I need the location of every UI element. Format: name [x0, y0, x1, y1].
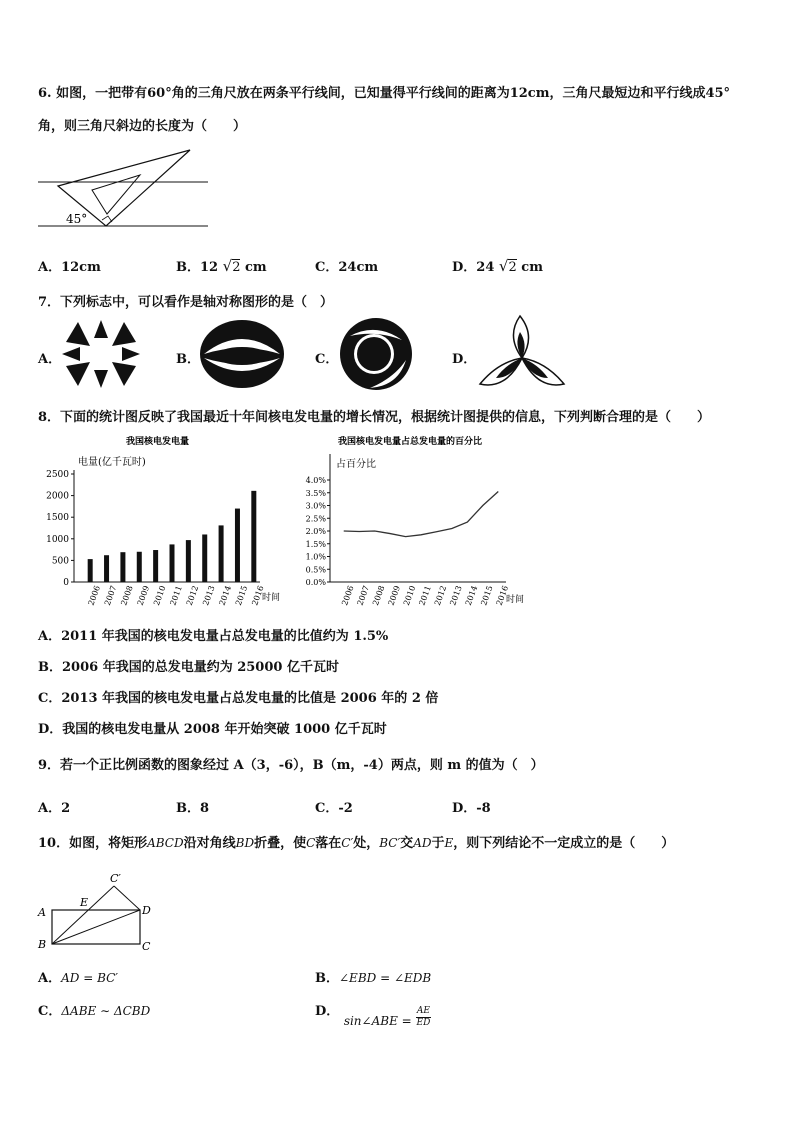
bar-chart-y-tick-label: 1000: [46, 534, 69, 545]
q10-label-d: D: [142, 904, 151, 917]
fraction-numerator: AE: [416, 1006, 430, 1016]
bar-chart-y-tick-label: 2000: [46, 491, 69, 502]
option-math: ΔABE ∼ ΔCBD: [61, 1004, 151, 1018]
q10-option-d[interactable]: [315, 1000, 431, 1028]
q7-logo-a-icon[interactable]: [60, 316, 142, 392]
q6-stem-line1: 6. 如图，一把带有60°角的三角尺放在两条平行线间，已知量得平行线间的距离为12cm，三角尺最短边和平行线成45°: [38, 86, 731, 101]
line-chart-y-tick-label: 0.0%: [305, 578, 326, 587]
q9-option-c[interactable]: C．-2: [315, 801, 353, 816]
sqrt-sign-icon: √: [222, 257, 233, 275]
bar-chart-x-tick-label: 2011: [168, 584, 184, 607]
option-number: 12: [200, 260, 219, 275]
q7-option-a-label: A．: [38, 352, 62, 367]
option-letter: B．: [315, 971, 339, 986]
q9-option-b[interactable]: B．8: [176, 801, 210, 816]
bar-chart-x-tick-label: 2015: [233, 584, 250, 607]
option-letter: C．: [38, 1004, 62, 1019]
q7-logo-b-icon[interactable]: [198, 318, 286, 390]
bar-chart-bar: [137, 552, 142, 582]
q10-math-c: C: [306, 836, 316, 850]
option-letter: D．: [315, 1004, 340, 1019]
q10-option-b[interactable]: [315, 967, 431, 986]
q10-math-bd: BD: [235, 836, 255, 850]
option-math: sin∠ABE =: [343, 1014, 416, 1028]
option-text: 24cm: [338, 260, 379, 275]
q8-stem: 8．下面的统计图反映了我国最近十年间核电发电量的增长情况，根据统计图提供的信息，下列判断合理的是（ ）: [38, 410, 711, 425]
option-letter: B．: [176, 260, 200, 275]
bar-chart-x-tick-label: 2008: [119, 584, 135, 607]
q6-stem-line2: 角，则三角尺斜边的长度为（ ）: [38, 119, 247, 134]
bar-chart-y-tick-label: 1500: [46, 513, 69, 524]
bar-chart-ylabel: 电量(亿千瓦时): [78, 457, 146, 468]
q10-math-e: E: [444, 836, 454, 850]
line-chart-x-tick-label: 2009: [386, 584, 402, 607]
q6-option-b[interactable]: [176, 256, 267, 275]
sqrt-radicand: 2: [508, 260, 517, 275]
q8-option-b[interactable]: B．2006 年我国的总发电量约为 25000 亿千瓦时: [38, 660, 339, 675]
option-letter: D．: [452, 260, 477, 275]
q7-logo-d-icon[interactable]: [476, 314, 568, 394]
fraction-denominator: ED: [416, 1018, 431, 1028]
option-letter: C．: [315, 260, 339, 275]
bar-chart-y-tick-label: 0: [63, 578, 69, 588]
q10-text-4: 落在: [315, 836, 342, 851]
bar-chart-x-tick-label: 2013: [201, 584, 217, 607]
fraction: [416, 1006, 432, 1029]
bar-chart-bar: [235, 509, 240, 582]
line-chart-ylabel: 占百分比: [336, 459, 376, 470]
bar-chart-bar: [170, 544, 175, 582]
q6-triangle-inner: [92, 175, 140, 214]
q7-option-b-label: B．: [176, 352, 200, 367]
option-math: AD = BC′: [61, 971, 119, 985]
bar-chart-bar: [104, 555, 109, 582]
q6-figure: [36, 144, 211, 232]
bar-chart-bar: [251, 491, 256, 582]
line-chart-x-tick-label: 2011: [417, 584, 433, 607]
bar-chart-y-tick-label: 2500: [46, 470, 69, 480]
q10-figure: [34, 868, 164, 954]
bar-chart-x-tick-label: 2016: [250, 584, 266, 607]
q10-stem: [38, 832, 674, 851]
q10-text-8: ，则下列结论不一定成立的是（ ）: [453, 836, 675, 851]
bar-chart-x-tick-label: 2012: [184, 584, 201, 607]
bar-chart-bar: [153, 550, 158, 582]
q10-text-2: 沿对角线: [183, 836, 236, 851]
q7-option-d-label: D．: [452, 352, 477, 367]
line-chart-y-tick-label: 4.0%: [305, 476, 326, 485]
bar-chart-bar: [186, 540, 191, 582]
q7-stem: 7．下列标志中，可以看作是轴对称图形的是（ ）: [38, 295, 334, 310]
line-chart-x-tick-label: 2015: [479, 584, 495, 607]
sqrt-sign-icon: √: [498, 257, 509, 275]
line-chart-x-tick-label: 2007: [355, 584, 372, 607]
line-chart-y-tick-label: 3.0%: [305, 501, 326, 511]
q8-line-chart: [294, 430, 526, 610]
bar-chart-title: 我国核电发电量: [126, 437, 190, 447]
q10-segment-bc-prime: [52, 886, 114, 944]
option-letter: A．: [38, 971, 62, 986]
option-text: 12cm: [61, 260, 101, 275]
option-math: ∠EBD = ∠EDB: [339, 971, 432, 985]
q10-option-c[interactable]: [38, 1000, 150, 1019]
q10-segment-c-prime-d: [114, 886, 140, 910]
q10-label-c: C: [142, 940, 151, 953]
q6-right-angle-mark: [102, 216, 112, 222]
q10-label-a: A: [38, 906, 46, 919]
q10-text-5: 处，: [353, 836, 380, 851]
q9-stem: 9．若一个正比例函数的图象经过 A（3，-6），B（m，-4）两点，则 m 的值为（ ）: [38, 758, 544, 773]
line-chart-y-tick-label: 3.5%: [305, 488, 326, 498]
option-number: 24: [476, 260, 495, 275]
option-letter: A．: [38, 260, 62, 275]
line-chart-x-tick-label: 2013: [448, 584, 464, 607]
q8-option-a[interactable]: A．2011 年我国的核电发电量占总发电量的比值约为 1.5%: [38, 629, 389, 644]
bar-chart-bar: [202, 534, 207, 582]
bar-chart-x-tick-label: 2007: [102, 584, 119, 607]
q10-diagonal-bd: [52, 910, 140, 944]
bar-chart-y-tick-label: 500: [51, 556, 69, 567]
q6-option-a[interactable]: [38, 256, 101, 275]
bar-chart-bar: [120, 552, 125, 582]
line-chart-x-tick-label: 2014: [463, 584, 480, 607]
line-chart-x-tick-label: 2012: [432, 584, 449, 607]
q10-label-b: B: [38, 938, 47, 951]
q9-option-a[interactable]: A．2: [38, 801, 71, 816]
q10-math-ad: AD: [413, 836, 432, 850]
q10-math-c-prime: C′: [341, 836, 354, 850]
bar-chart-x-tick-label: 2006: [86, 584, 103, 607]
q9-option-d[interactable]: D．-8: [452, 801, 491, 816]
bar-chart-bar: [219, 525, 224, 582]
q10-math-bc-prime: BC′: [379, 836, 401, 850]
q8-option-d[interactable]: D．我国的核电发电量从 2008 年开始突破 1000 亿千瓦时: [38, 722, 387, 737]
line-chart-xlabel: 时间: [506, 595, 525, 605]
line-chart-x-tick-label: 2008: [371, 584, 387, 607]
q7-logo-c-icon[interactable]: [336, 316, 416, 392]
q6-option-c[interactable]: [315, 256, 378, 275]
q10-option-a[interactable]: [38, 967, 118, 986]
line-chart-y-tick-label: 1.0%: [305, 552, 326, 562]
q7-option-c-label: C．: [315, 352, 339, 367]
option-unit: cm: [521, 260, 543, 275]
q10-label-e: E: [80, 896, 89, 909]
line-chart-y-tick-label: 2.0%: [305, 527, 326, 536]
option-unit: cm: [245, 260, 267, 275]
q6-angle-label: 45°: [66, 212, 88, 226]
q10-text-6: 交: [400, 836, 414, 851]
line-chart-y-tick-label: 0.5%: [305, 565, 326, 575]
line-chart-y-tick-label: 2.5%: [305, 514, 326, 524]
sqrt-radicand: 2: [232, 260, 241, 275]
line-chart-title: 我国核电发电量占总发电量的百分比: [338, 437, 483, 447]
q10-label-c-prime: C′: [110, 872, 121, 885]
q10-text-3: 折叠，使: [254, 836, 307, 851]
q10-math-abcd: ABCD: [147, 836, 184, 850]
bar-chart-x-tick-label: 2009: [135, 584, 152, 607]
line-chart-x-tick-label: 2010: [401, 584, 418, 607]
bar-chart-bar: [88, 559, 93, 582]
line-chart-y-tick-label: 1.5%: [305, 539, 326, 549]
q10-text-1: 10．如图，将矩形: [38, 836, 148, 851]
q6-option-d[interactable]: [452, 256, 543, 275]
bar-chart-xlabel: 时间: [262, 593, 281, 603]
q8-bar-chart: [38, 430, 286, 610]
bar-chart-x-tick-label: 2014: [217, 584, 233, 607]
bar-chart-x-tick-label: 2010: [152, 584, 168, 607]
q8-option-c[interactable]: C．2013 年我国的核电发电量占总发电量的比值是 2006 年的 2 倍: [38, 691, 439, 706]
line-chart-x-tick-label: 2006: [340, 584, 356, 607]
line-chart-x-tick-label: 2016: [494, 584, 511, 607]
q10-text-7: 于: [431, 836, 445, 851]
